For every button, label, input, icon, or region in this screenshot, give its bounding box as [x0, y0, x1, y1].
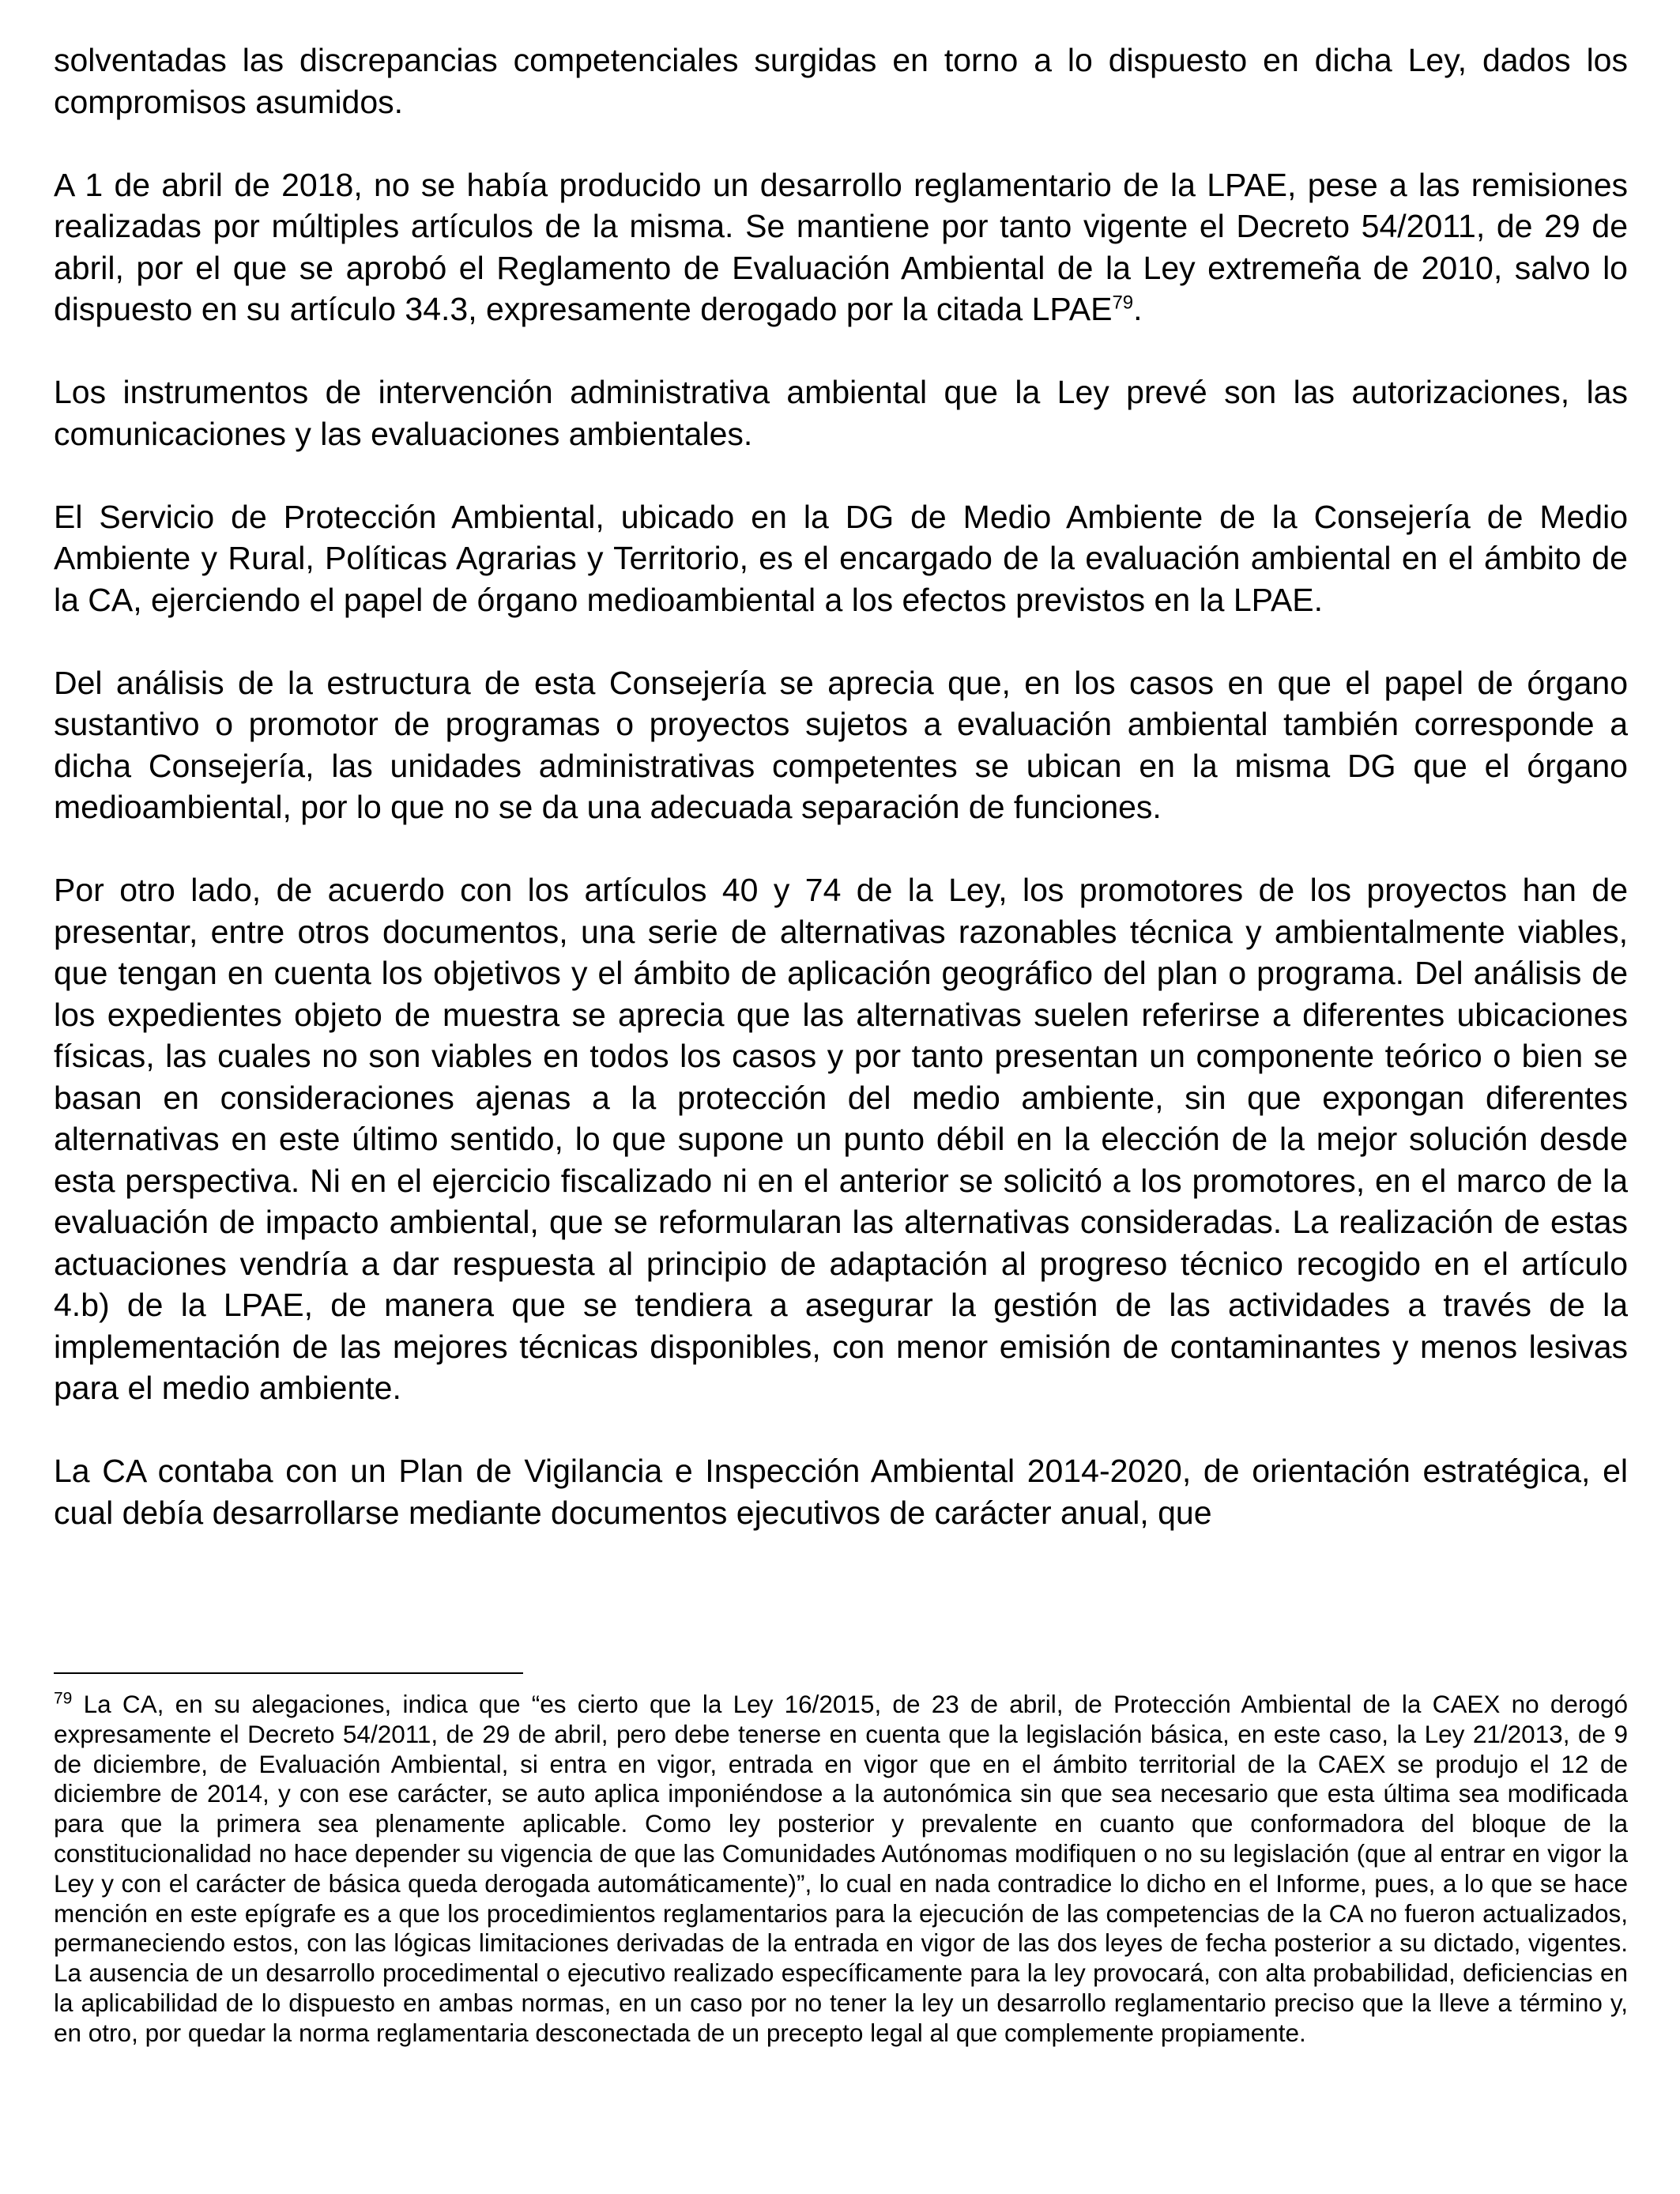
paragraph-2	[54, 164, 1628, 330]
paragraph-2-text: A 1 de abril de 2018, no se había producido un desarrollo reglamentario de la LPAE, pese a las remisiones realizadas por múltiples artículos de la misma. Se mantiene por tanto vigente el Decreto 54/2011, de 29 de abril, por el que se aprobó el Reglamento de Evaluación Ambiental de la Ley extremeña de 2010, salvo lo dispuesto en su artículo 34.3, expresamente derogado por la citada LPAE	[54, 166, 1628, 327]
footnote-text: La CA, en su alegaciones, indica que “es cierto que la Ley 16/2015, de 23 de abril, de Protección Ambiental de la CAEX no derogó expresamente el Decreto 54/2011, de 29 de abril, pero debe tenerse en cuenta que la legislación básica, en este caso, la Ley 21/2013, de 9 de diciembre, de Evaluación Ambiental, si entra en vigor, entrada en vigor que en el ámbito territorial de la CAEX se produjo el 12 de diciembre de 2014, y con ese carácter, se auto aplica imponiéndose a la autonómica sin que sea necesario que esta última sea modificada para que la primera sea plenamente aplicable. Como ley posterior y prevalente en cuanto que conformadora del bloque de la constitucionalidad no hace depender su vigencia de que las Comunidades Autónomas modifiquen o no su legislación (que al entrar en vigor la Ley y con el carácter de básica queda derogada automáticamente)”, lo cual en nada contradice lo dicho en el Informe, pues, a lo que se hace mención en este epígrafe es a que los procedimientos reglamentarios para la ejecución de las competencias de la CA no fueron actualizados, permaneciendo estos, con las lógicas limitaciones derivadas de la entrada en vigor de las dos leyes de fecha posterior a su dictado, vigentes. La ausencia de un desarrollo procedimental o ejecutivo realizado específicamente para la ley provocará, con alta probabilidad, deficiencias en la aplicabilidad de lo dispuesto en ambas normas, en un caso por no tener la ley un desarrollo reglamentario preciso que la lleve a término y, en otro, por quedar la norma reglamentaria desconectada de un precepto legal al que complemente propiamente.	[54, 1690, 1628, 2047]
footnote-separator	[54, 1672, 523, 1674]
paragraph-4: El Servicio de Protección Ambiental, ubicado en la DG de Medio Ambiente de la Consejería de Medio Ambiente y Rural, Políticas Agrarias y Territorio, es el encargado de la evaluación ambiental en el ámbito de la CA, ejerciendo el papel de órgano medioambiental a los efectos previstos en la LPAE.	[54, 498, 1628, 618]
paragraph-3: Los instrumentos de intervención administrativa ambiental que la Ley prevé son las autorizaciones, las comunicaciones y las evaluaciones ambientales.	[54, 374, 1628, 452]
paragraph-6: Por otro lado, de acuerdo con los artículos 40 y 74 de la Ley, los promotores de los proyectos han de presentar, entre otros documentos, una serie de alternativas razonables técnica y ambientalmente viables, que tengan en cuenta los objetivos y el ámbito de aplicación geográfico del plan o programa. Del análisis de los expedientes objeto de muestra se aprecia que las alternativas suelen referirse a diferentes ubicaciones físicas, las cuales no son viables en todos los casos y por tanto presentan un componente teórico o bien se basan en consideraciones ajenas a la protección del medio ambiente, sin que expongan diferentes alternativas en este último sentido, lo que supone un punto débil en la elección de la mejor solución desde esta perspectiva. Ni en el ejercicio fiscalizado ni en el anterior se solicitó a los promotores, en el marco de la evaluación de impacto ambiental, que se reformularan las alternativas consideradas. La realización de estas actuaciones vendría a dar respuesta al principio de adaptación al progreso técnico recogido en el artículo 4.b) de la LPAE, de manera que se tendiera a asegurar la gestión de las actividades a través de la implementación de las mejores técnicas disponibles, con menor emisión de contaminantes y menos lesivas para el medio ambiente.	[54, 872, 1628, 1406]
footnote-number: 79	[54, 1689, 73, 1708]
footnote	[54, 1690, 1628, 2049]
paragraph-2-end: .	[1133, 291, 1143, 327]
paragraph-7: La CA contaba con un Plan de Vigilancia e Inspección Ambiental 2014-2020, de orientación estratégica, el cual debía desarrollarse mediante documentos ejecutivos de carácter anual, que	[54, 1453, 1628, 1531]
body-text	[54, 40, 1628, 1533]
footnote-reference[interactable]: 79	[1112, 292, 1134, 314]
paragraph-5: Del análisis de la estructura de esta Consejería se aprecia que, en los casos en que el papel de órgano sustantivo o promotor de programas o proyectos sujetos a evaluación ambiental también corresponde a dicha Consejería, las unidades administrativas competentes se ubican en la misma DG que el órgano medioambiental, por lo que no se da una adecuada separación de funciones.	[54, 664, 1628, 825]
paragraph-1: solventadas las discrepancias competenciales surgidas en torno a lo dispuesto en dicha Ley, dados los compromisos asumidos.	[54, 42, 1628, 120]
